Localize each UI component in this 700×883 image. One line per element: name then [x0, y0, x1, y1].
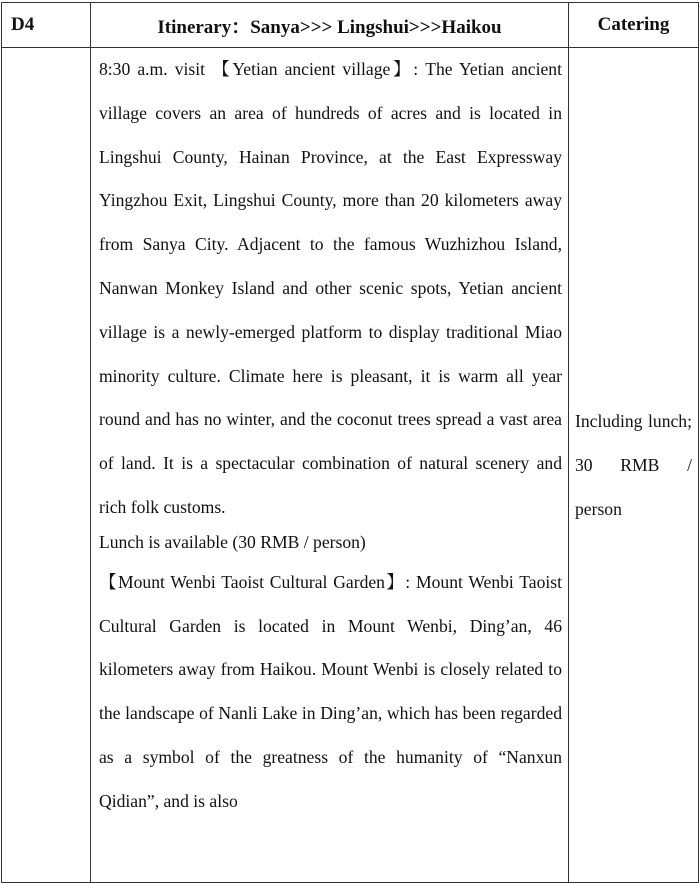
catering-cell: [569, 48, 699, 883]
catering-header: Catering: [569, 3, 699, 48]
itinerary-table: [1, 2, 699, 883]
day-row: [2, 48, 699, 883]
itinerary-cell: [91, 48, 569, 883]
yetian-paragraph: 8:30 a.m. visit 【Yetian ancient village】: The Yetian ancient village covers an area of hundreds of acres and is located in Lingshui County, Hainan Province, at the East Expressway Yingzhou Exit, Lingshui County, more than 20 kilometers away from Sanya City. Adjacent to the famous Wuzhizhou Island, Nanwan Monkey Island and other scenic spots, Yetian ancient village is a newly-emerged platform to display traditional Miao minority culture. Climate here is pleasant, it is warm all year round and has no winter, and the coconut trees spread a vast area of land. It is a spectacular combination of natural scenery and rich folk customs.: [99, 59, 562, 517]
header-row: [2, 3, 699, 48]
day-header: D4: [2, 3, 91, 48]
catering-text: Including lunch; 30 RMB / person: [575, 411, 692, 519]
lunch-note: Lunch is available (30 RMB / person): [99, 531, 366, 552]
wenbi-paragraph: 【Mount Wenbi Taoist Cultural Garden】: Mount Wenbi Taoist Cultural Garden is located in Mount Wenbi, Ding’an, 46 kilometers away from Haikou. Mount Wenbi is closely related to the landscape of Nanli Lake in Ding’an, which has been regarded as a symbol of the greatness of the humanity of “Nanxun Qidian”, and is also: [99, 571, 562, 811]
day-cell: [2, 48, 91, 883]
itinerary-header: Itinerary：Sanya>>> Lingshui>>>Haikou: [91, 3, 569, 48]
